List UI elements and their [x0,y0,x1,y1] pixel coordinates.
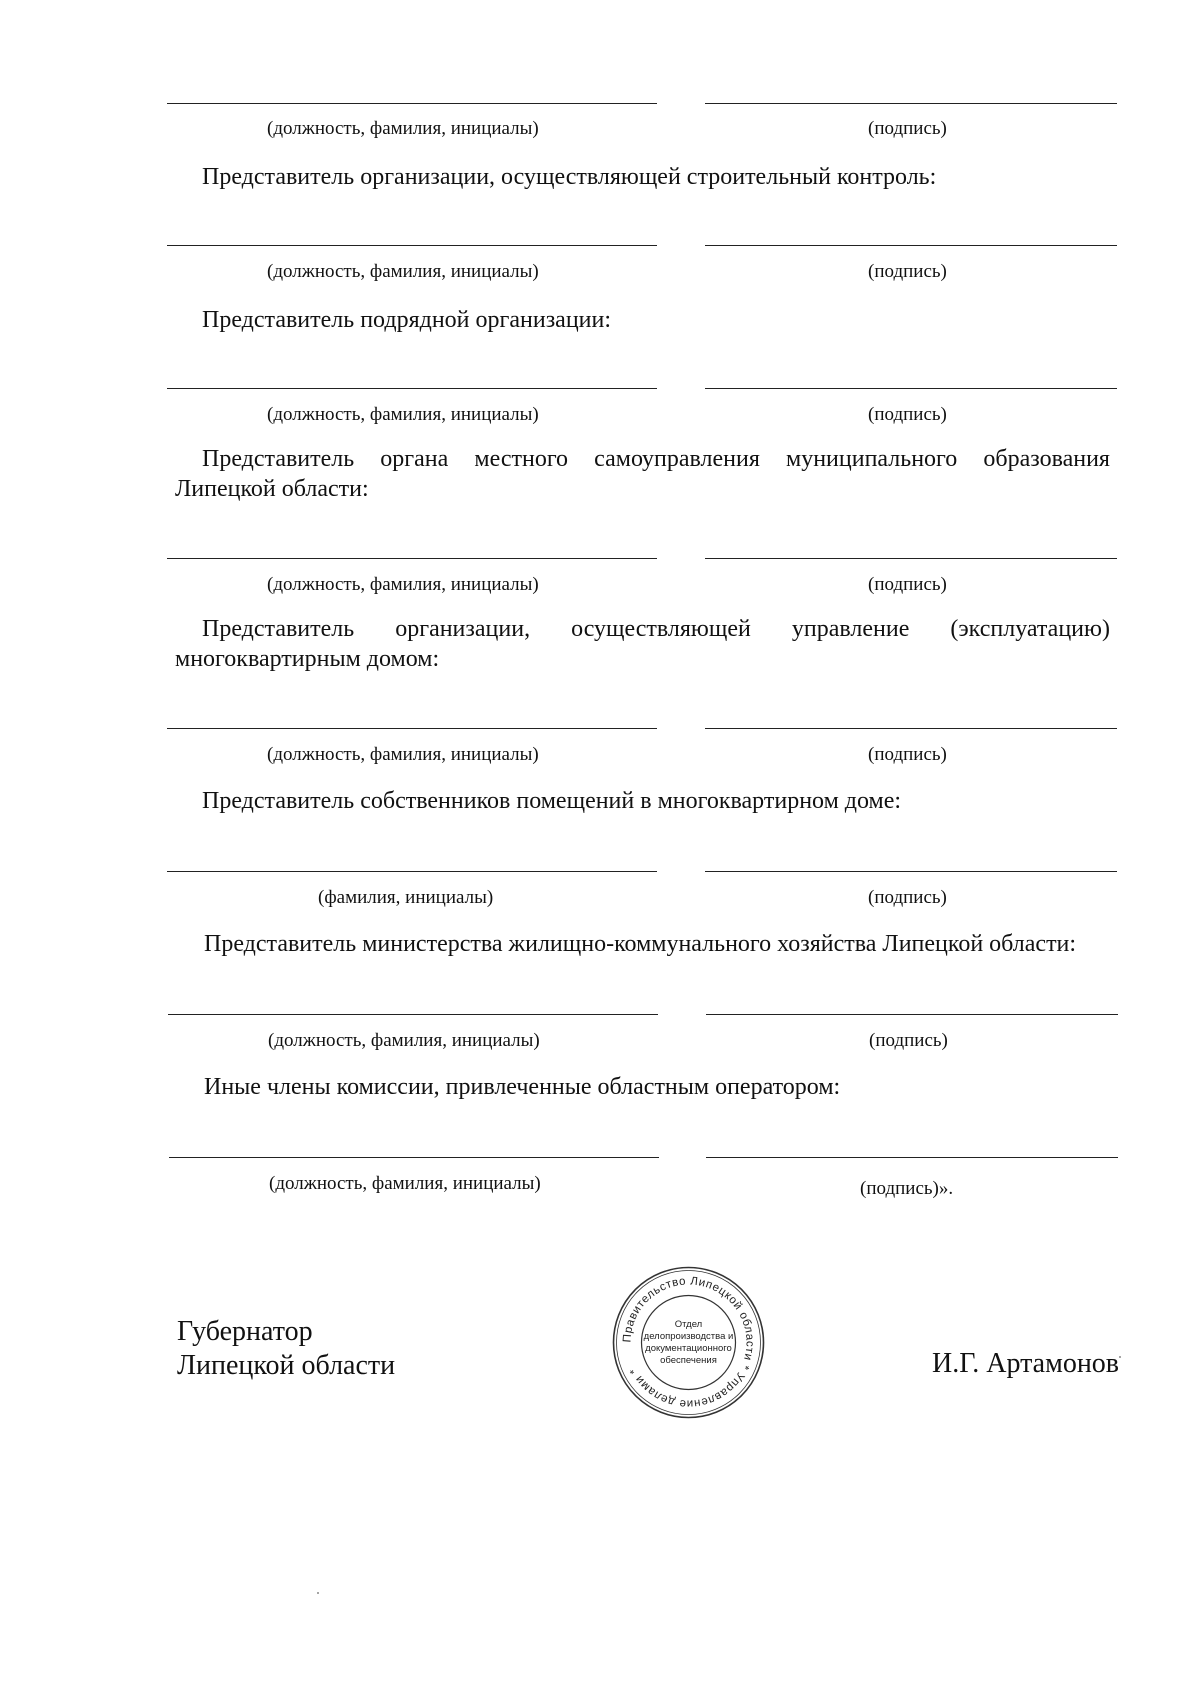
name-caption: (фамилия, инициалы) [318,887,494,908]
signature-line [705,245,1117,246]
signatory-title-line: Губернатор [177,1316,313,1347]
heading-word: Представитель [202,616,355,642]
construction-control-heading: Представитель организации, осуществляющей строительный контроль: [202,164,937,190]
signature-line [706,1157,1118,1158]
position-name-caption: (должность, фамилия, инициалы) [267,744,539,765]
signature-line [705,388,1117,389]
position-name-line [167,728,657,729]
position-name-caption: (должность, фамилия, инициалы) [267,574,539,595]
svg-text:документационного: документационного [645,1343,732,1354]
signature-closing-caption: (подпись)». [860,1178,954,1199]
position-name-line [167,388,657,389]
heading-word: самоуправления [594,446,760,472]
signature-caption: (подпись) [868,118,947,139]
svg-text:Отдел: Отдел [674,1319,703,1330]
official-stamp [611,1265,766,1420]
heading-word: образования [983,446,1110,472]
scan-speck [1119,1356,1121,1358]
position-name-line [167,245,657,246]
signature-line [705,871,1117,872]
position-name-caption: (должность, фамилия, инициалы) [268,1030,540,1051]
contractor-heading: Представитель подрядной организации: [202,307,612,333]
signature-caption: (подпись) [869,1030,948,1051]
svg-text:делопроизводства и: делопроизводства и [643,1331,734,1342]
signature-caption: (подпись) [868,404,947,425]
position-name-caption: (должность, фамилия, инициалы) [269,1173,541,1194]
heading-word: управление [791,616,910,642]
others-heading: Иные члены комиссии, привлеченные областным оператором: [204,1074,841,1100]
heading-word: муниципального [786,446,958,472]
scan-speck [317,1592,319,1594]
signature-caption: (подпись) [868,744,947,765]
heading-word: (эксплуатацию) [950,616,1110,642]
svg-text:обеспечения: обеспечения [660,1355,717,1366]
position-name-caption: (должность, фамилия, инициалы) [267,118,539,139]
signatory-name: И.Г. Артамонов [932,1348,1120,1379]
position-name-line [167,558,657,559]
heading-word: местного [474,446,569,472]
name-line [167,871,657,872]
heading-word: органа [380,446,449,472]
signature-line [706,1014,1118,1015]
heading-word: Представитель [202,446,355,472]
signature-caption: (подпись) [868,887,947,908]
signatory-title [177,1316,395,1382]
signature-line [705,728,1117,729]
local-gov-heading-continued: Липецкой области: [175,476,369,502]
local-gov-heading [202,446,1110,473]
signatory-title-line: Липецкой области [177,1350,396,1381]
position-name-line [167,103,657,104]
signature-caption: (подпись) [868,574,947,595]
heading-word: осуществляющей [571,616,751,642]
position-name-line [168,1014,658,1015]
signature-line [705,103,1117,104]
owners-heading: Представитель собственников помещений в многоквартирном доме: [202,788,902,814]
signature-caption: (подпись) [868,261,947,282]
stamp-ring-text: Правительство Липецкой области * Управление делами * [621,1275,756,1410]
ministry-heading: Представитель министерства жилищно-коммунального хозяйства Липецкой области: [204,931,1077,957]
position-name-caption: (должность, фамилия, инициалы) [267,404,539,425]
position-name-line [169,1157,659,1158]
heading-word: организации, [395,616,531,642]
signature-line [705,558,1117,559]
management-org-heading-continued: многоквартирным домом: [175,646,440,672]
management-org-heading [202,616,1110,643]
position-name-caption: (должность, фамилия, инициалы) [267,261,539,282]
